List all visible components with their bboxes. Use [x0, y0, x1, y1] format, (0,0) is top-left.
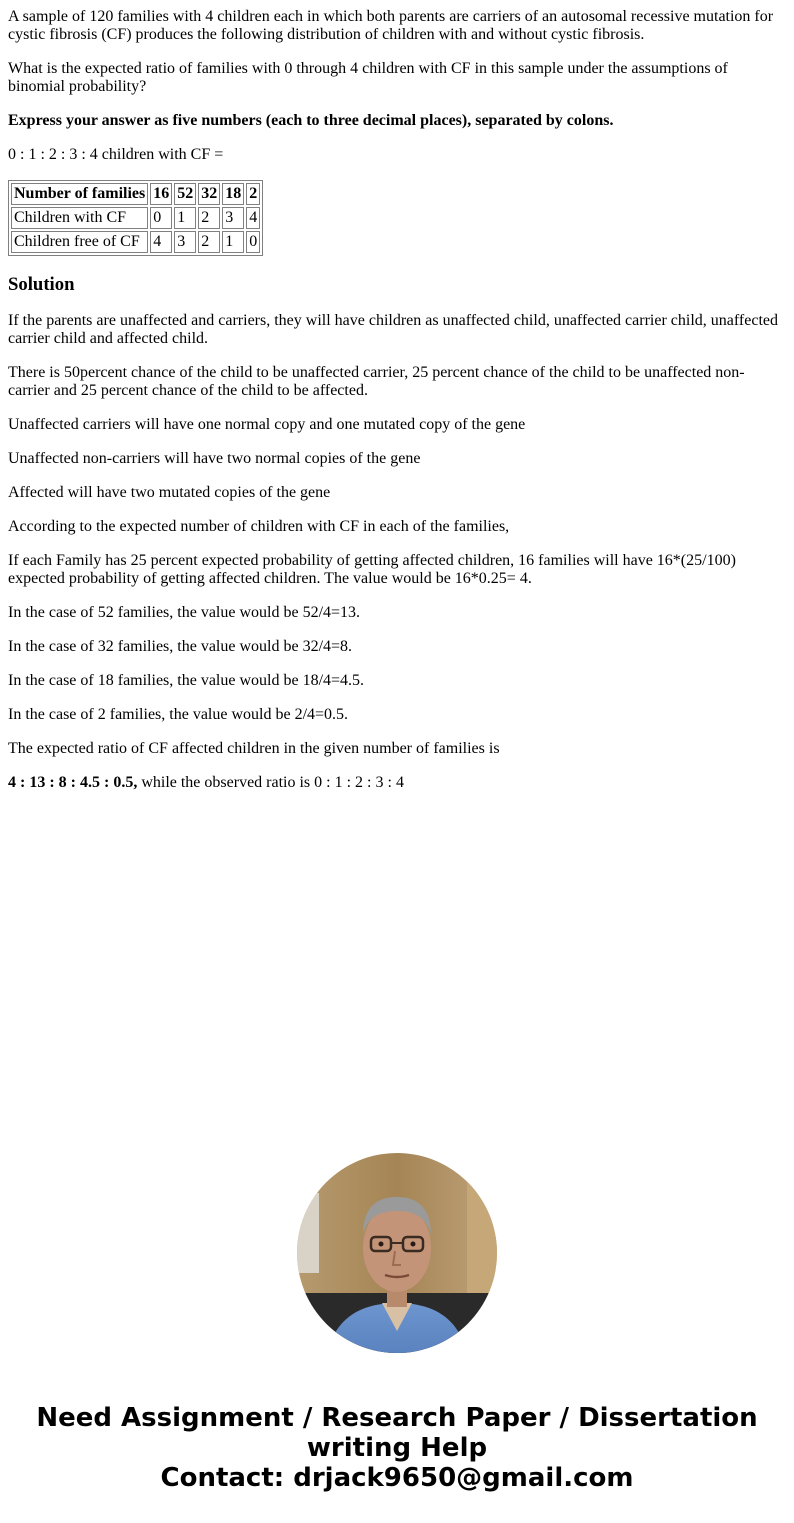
table-cell: 18: [222, 183, 244, 205]
table-cell: 3: [174, 231, 196, 253]
solution-paragraph: In the case of 2 families, the value would be 2/4=0.5.: [8, 706, 349, 723]
table-cell: 0: [246, 231, 260, 253]
table-row: [11, 231, 260, 253]
table-cell: 4: [246, 207, 260, 229]
table-row: [11, 207, 260, 229]
table-row: [11, 183, 260, 205]
solution-paragraph: In the case of 52 families, the value would be 52/4=13.: [8, 604, 361, 621]
solution-paragraph: In the case of 18 families, the value would be 18/4=4.5.: [8, 672, 365, 689]
solution-paragraph: In the case of 32 families, the value would be 32/4=8.: [8, 638, 353, 655]
document-body: [8, 8, 786, 808]
solution-paragraph: If each Family has 25 percent expected probability of getting affected children, 16 families will have 16*(25/100) expected probability of getting affected children. The value would be 16*0.25= 4.: [8, 552, 736, 587]
table-cell: 2: [198, 231, 220, 253]
promo-banner: [0, 1403, 794, 1493]
table-cell: 52: [174, 183, 196, 205]
families-table: [8, 180, 263, 256]
table-cell: 1: [174, 207, 196, 229]
table-cell: 3: [222, 207, 244, 229]
solution-paragraph: The expected ratio of CF affected children in the given number of families is: [8, 740, 500, 757]
answer-line: 0 : 1 : 2 : 3 : 4 children with CF =: [8, 146, 224, 163]
solution-paragraph: Affected will have two mutated copies of the gene: [8, 484, 331, 501]
solution-paragraph: If the parents are unaffected and carriers, they will have children as unaffected child, unaffected carrier child, unaffected carrier child and affected child.: [8, 312, 778, 347]
table-cell: 16: [150, 183, 172, 205]
question-intro: A sample of 120 families with 4 children each in which both parents are carriers of an autosomal recessive mutation for cystic fibrosis (CF) produces the following distribution of children with and without cystic fibrosis.: [8, 8, 774, 43]
final-answer: [8, 774, 786, 792]
author-photo: [297, 1153, 497, 1353]
table-cell: 0: [150, 207, 172, 229]
final-answer-rest: while the observed ratio is 0 : 1 : 2 : 3 : 4: [137, 774, 404, 791]
solution-paragraph: Unaffected carriers will have one normal copy and one mutated copy of the gene: [8, 416, 526, 433]
promo-line-1: Need Assignment / Research Paper / Dissertation: [36, 1403, 758, 1433]
table-cell: 2: [198, 207, 220, 229]
table-cell: 32: [198, 183, 220, 205]
question-prompt: What is the expected ratio of families with 0 through 4 children with CF in this sample under the assumptions of binomial probability?: [8, 60, 728, 95]
promo-line-2: writing Help: [306, 1433, 488, 1463]
question-instruction: [8, 112, 786, 130]
solution-paragraph: According to the expected number of children with CF in each of the families,: [8, 518, 510, 535]
table-cell: 1: [222, 231, 244, 253]
instruction-text: Express your answer as five numbers (each to three decimal places), separated by colons.: [8, 112, 614, 129]
portrait-image: [297, 1153, 497, 1353]
final-answer-bold: 4 : 13 : 8 : 4.5 : 0.5,: [8, 774, 138, 791]
solution-paragraph: Unaffected non-carriers will have two normal copies of the gene: [8, 450, 421, 467]
row-header: Children with CF: [11, 207, 148, 229]
row-header: Children free of CF: [11, 231, 148, 253]
promo-contact: Contact: drjack9650@gmail.com: [160, 1463, 634, 1493]
table-cell: 2: [246, 183, 260, 205]
table-cell: 4: [150, 231, 172, 253]
row-header: Number of families: [11, 183, 148, 205]
solution-paragraph: There is 50percent chance of the child to be unaffected carrier, 25 percent chance of the child to be unaffected non-carrier and 25 percent chance of the child to be affected.: [8, 364, 745, 399]
solution-heading: Solution: [8, 274, 75, 295]
